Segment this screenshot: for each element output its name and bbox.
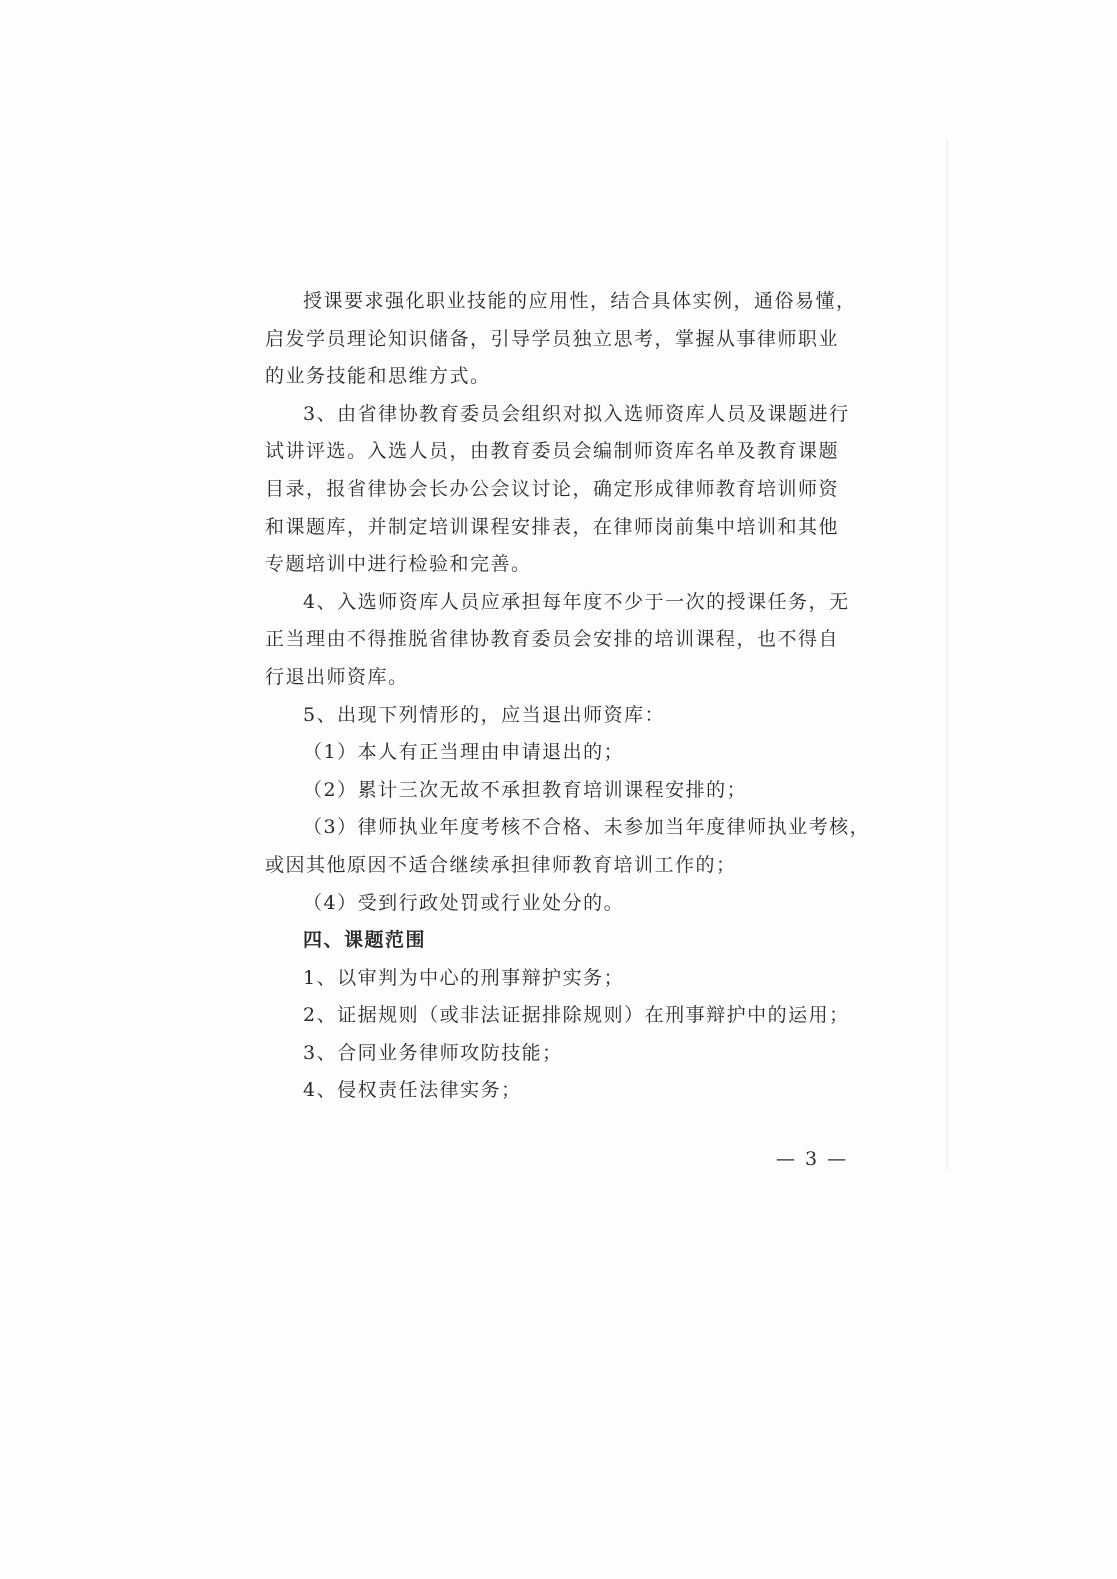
text-line: 目录，报省律协会长办公会议讨论，确定形成律师教育培训师资	[265, 477, 840, 500]
document-body	[265, 283, 871, 1110]
text-line: 和课题库，并制定培训课程安排表，在律师岗前集中培训和其他	[265, 515, 840, 538]
text-line: 的业务技能和思维方式。	[265, 365, 491, 388]
topic-item: 2、证据规则（或非法证据排除规则）在刑事辩护中的运用；	[303, 1004, 850, 1027]
page-number: — 3 —	[776, 1148, 849, 1170]
text-line: 行退出师资库。	[265, 665, 409, 688]
text-line: 5、出现下列情形的，应当退出师资库：	[303, 703, 666, 726]
text-line: 授课要求强化职业技能的应用性，结合具体实例，通俗易懂，	[303, 290, 857, 312]
text-line: 4、入选师资库人员应承担每年度不少于一次的授课任务，无	[303, 590, 850, 613]
text-line: 正当理由不得推脱省律协教育委员会安排的培训课程，也不得自	[265, 628, 840, 651]
list-item: （1）本人有正当理由申请退出的；	[303, 741, 625, 764]
text-line: 专题培训中进行检验和完善。	[265, 553, 532, 576]
scan-edge-shadow	[945, 140, 949, 1170]
text-line: 或因其他原因不适合继续承担律师教育培训工作的；	[265, 853, 737, 876]
list-item: （3）律师执业年度考核不合格、未参加当年度律师执业考核，	[303, 816, 871, 839]
list-item: （2）累计三次无故不承担教育培训课程安排的；	[303, 778, 748, 801]
text-line: 启发学员理论知识储备，引导学员独立思考，掌握从事律师职业	[265, 327, 840, 350]
text-line: 试讲评选。入选人员，由教育委员会编制师资库名单及教育课题	[265, 440, 840, 463]
topic-item: 4、侵权责任法律实务；	[303, 1079, 522, 1102]
list-item: （4）受到行政处罚或行业处分的。	[303, 891, 625, 914]
text-line: 3、由省律协教育委员会组织对拟入选师资库人员及课题进行	[303, 402, 850, 425]
topic-item: 3、合同业务律师攻防技能；	[303, 1041, 563, 1064]
section-heading: 四、课题范围	[303, 929, 427, 952]
topic-item: 1、以审判为中心的刑事辩护实务；	[303, 966, 625, 989]
